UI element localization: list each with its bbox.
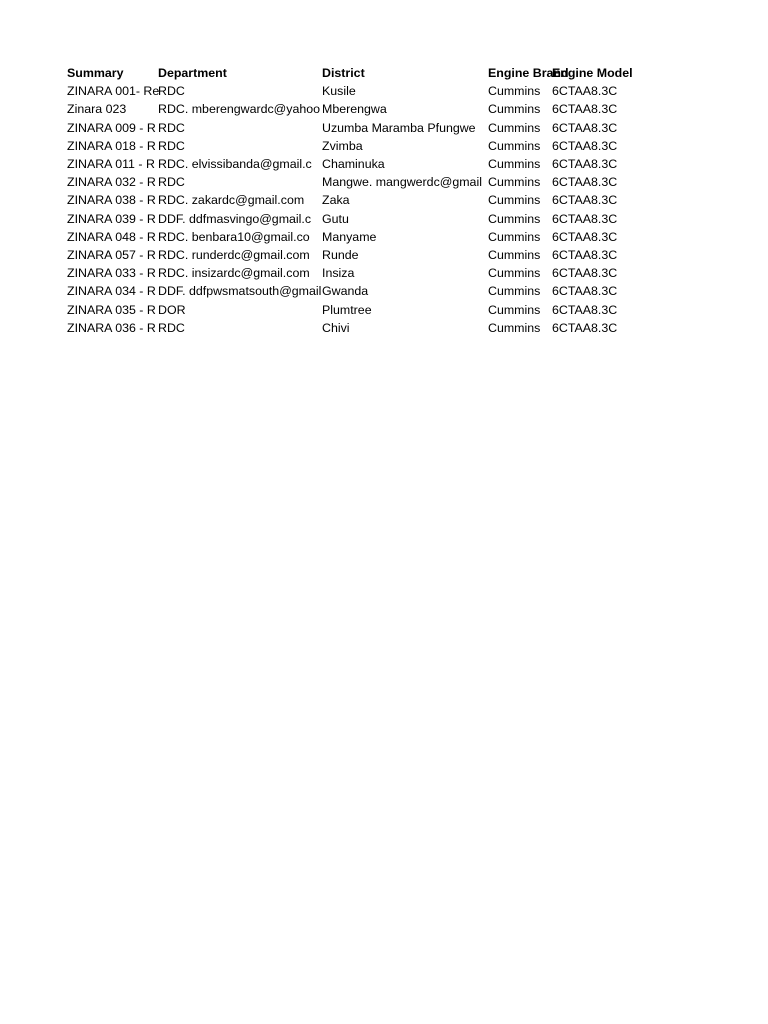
cell-department: RDC [158,84,185,99]
cell-summary: ZINARA 018 - R [67,138,156,153]
cell-department: RDC. runderdc@gmail.com [158,247,310,262]
cell-district: Runde [322,247,359,262]
cell-department: RDC. benbara10@gmail.co [158,229,310,244]
table-row [67,319,616,337]
cell-district: Mberengwa [322,102,387,117]
cell-engine-brand: Cummins [488,266,541,281]
cell-engine-brand: Cummins [488,193,541,208]
header-row [67,64,633,82]
table-row [67,119,616,137]
cell-summary: ZINARA 048 - R [67,229,156,244]
cell-department: RDC. mberengwardc@yahoo [158,102,321,117]
cell-engine-model: 6CTAA8.3C [552,84,618,99]
table-row [67,100,616,118]
cell-department: RDC [158,120,185,135]
cell-summary: ZINARA 034 - R [67,284,156,299]
cell-summary: ZINARA 011 - R [67,157,155,172]
cell-engine-model: 6CTAA8.3C [552,320,618,335]
table-row [67,228,616,246]
cell-engine-model: 6CTAA8.3C [552,247,618,262]
cell-summary: ZINARA 009 - R [67,120,156,135]
cell-summary: ZINARA 032 - R [67,175,156,190]
table-row [67,82,616,100]
header-engine-model: Engine Model [552,66,633,81]
header-engine-brand: Engine Brand [488,66,569,81]
header-department: Department [158,66,227,81]
cell-engine-model: 6CTAA8.3C [552,138,618,153]
cell-district: Chaminuka [322,157,385,172]
cell-engine-brand: Cummins [488,247,541,262]
cell-engine-brand: Cummins [488,211,541,226]
cell-engine-model: 6CTAA8.3C [552,102,618,117]
cell-engine-brand: Cummins [488,284,541,299]
cell-summary: ZINARA 036 - R [67,320,156,335]
cell-engine-brand: Cummins [488,157,541,172]
cell-district: Manyame [322,229,377,244]
table-row [67,282,616,300]
cell-engine-model: 6CTAA8.3C [552,302,618,317]
table-row [67,264,616,282]
cell-engine-model: 6CTAA8.3C [552,211,618,226]
cell-engine-brand: Cummins [488,120,541,135]
cell-summary: ZINARA 035 - R [67,302,156,317]
cell-department: RDC [158,138,185,153]
header-summary: Summary [67,66,124,81]
cell-district: Gwanda [322,284,369,299]
table-row [67,173,616,191]
cell-department: RDC. zakardc@gmail.com [158,193,305,208]
cell-department: RDC [158,175,185,190]
cell-engine-brand: Cummins [488,138,541,153]
cell-engine-model: 6CTAA8.3C [552,157,618,172]
cell-engine-model: 6CTAA8.3C [552,284,618,299]
cell-district: Mangwe. mangwerdc@gmail [322,175,482,190]
cell-engine-brand: Cummins [488,175,541,190]
cell-engine-model: 6CTAA8.3C [552,193,618,208]
cell-district: Plumtree [322,302,372,317]
cell-district: Zaka [322,193,350,208]
cell-department: DDF. ddfpwsmatsouth@gmail [158,284,322,299]
cell-district: Chivi [322,320,350,335]
table-row [67,137,616,155]
cell-department: DDF. ddfmasvingo@gmail.c [158,211,312,226]
cell-engine-brand: Cummins [488,102,541,117]
cell-engine-model: 6CTAA8.3C [552,120,618,135]
cell-engine-model: 6CTAA8.3C [552,229,618,244]
cell-summary: ZINARA 033 - R [67,266,156,281]
table-row [67,210,616,228]
cell-summary: ZINARA 039 - R [67,211,156,226]
cell-engine-brand: Cummins [488,302,541,317]
cell-department: RDC. insizardc@gmail.com [158,266,310,281]
cell-engine-brand: Cummins [488,84,541,99]
cell-engine-model: 6CTAA8.3C [552,266,618,281]
spreadsheet-table [67,64,633,337]
cell-summary: ZINARA 038 - R [67,193,156,208]
cell-engine-brand: Cummins [488,320,541,335]
cell-engine-model: 6CTAA8.3C [552,175,618,190]
cell-department: DOR [158,302,186,317]
cell-district: Kusile [322,84,356,99]
table-row [67,155,616,173]
cell-summary: Zinara 023 [67,102,127,117]
cell-district: Insiza [322,266,355,281]
cell-district: Gutu [322,211,349,226]
table-row [67,191,616,209]
cell-department: RDC [158,320,185,335]
header-district: District [322,66,365,81]
cell-engine-brand: Cummins [488,229,541,244]
cell-district: Uzumba Maramba Pfungwe [322,120,476,135]
cell-district: Zvimba [322,138,363,153]
cell-summary: ZINARA 057 - R [67,247,156,262]
cell-summary: ZINARA 001- Re [67,84,160,99]
cell-department: RDC. elvissibanda@gmail.c [158,157,312,172]
table-row [67,300,616,318]
table-row [67,246,616,264]
